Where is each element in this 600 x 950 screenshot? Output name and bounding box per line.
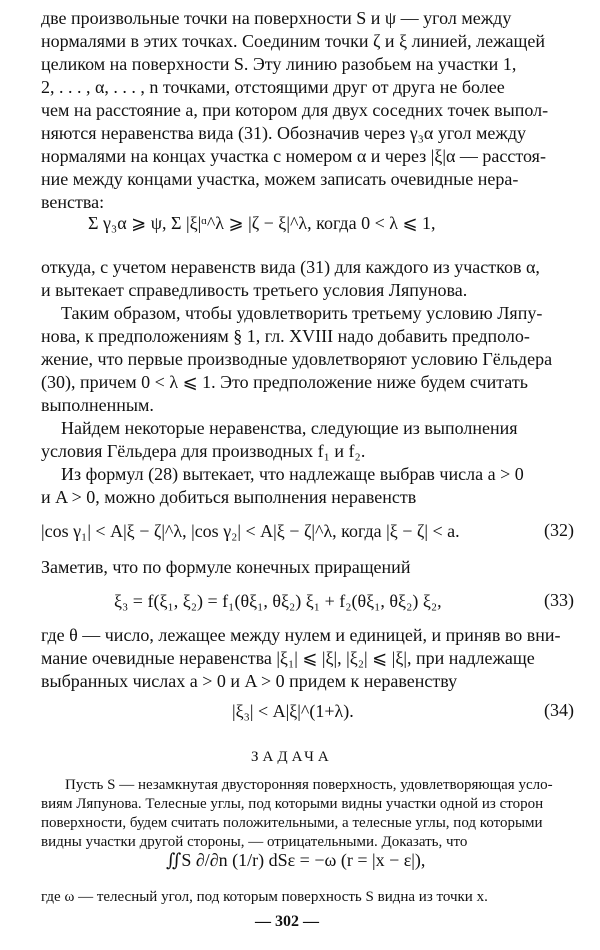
text-line: Заметив, что по формуле конечных приращений [41,557,411,577]
task-text-line: поверхности, будем считать положительными, а телесные углы, под которыми [41,815,543,831]
text-line: мание очевидные неравенства |ξ₁| ⩽ |ξ|, |ξ₂| ⩽ |ξ|, при надлежаще [41,648,535,668]
text-line: чем на расстояние a, при котором для двух соседних точек выпол- [41,100,549,120]
text-line: выполненным. [41,395,154,415]
display-formula: Σ γ₃α ⩾ ψ, Σ |ξ|ᵅ^λ ⩾ |ζ − ξ|^λ, когда 0 < λ ⩽ 1, [88,213,436,233]
text-line: жение, что первые производные удовлетворяют условию Гёльдера [41,349,553,369]
text-line: Найдем некоторые неравенства, следующие из выполнения [61,418,518,438]
task-text-line: виям Ляпунова. Телесные углы, под которыми видны участки одной из сторон [41,796,544,812]
text-line: целиком на поверхности S. Эту линию разобьем на участки 1, [41,54,517,74]
section-heading: ЗАДАЧА [251,749,333,765]
task-text-line: Пусть S — незамкнутая двусторонняя поверхность, удовлетворяющая усло- [65,777,553,793]
text-line: няются неравенства вида (31). Обозначив через γ₃α угол между [41,123,527,143]
display-formula: |cos γ₁| < A|ξ − ζ|^λ, |cos γ₂| < A|ξ − ζ|^λ, когда |ξ − ζ| < a. [41,521,460,541]
task-text-line: видны участки другой стороны, — отрицательными. Доказать, что [41,834,468,850]
text-line: две произвольные точки на поверхности S и ψ — угол между [41,8,512,28]
text-line: нова, к предположениям § 1, гл. XVIII надо добавить предполо- [41,326,530,346]
text-line: выбранных числах a > 0 и A > 0 придем к неравенству [41,671,458,691]
page-number: — 302 — [255,913,319,930]
text-line: и A > 0, можно добиться выполнения неравенств [41,487,417,507]
text-line: (30), причем 0 < λ ⩽ 1. Это предположение ниже будем считать [41,372,528,392]
text-line: и вытекает справедливость третьего условия Ляпунова. [41,280,468,300]
text-line: Таким образом, чтобы удовлетворить третьему условию Ляпу- [61,303,543,323]
task-formula: ∬S ∂/∂n (1/r) dSε = −ω (r = |x − ε|), [166,850,426,870]
text-line: условия Гёльдера для производных f₁ и f₂. [41,441,366,461]
text-line: венства: [41,192,105,212]
equation-number: (34) [544,700,574,720]
equation-number: (33) [544,590,574,610]
text-line: откуда, с учетом неравенств вида (31) для каждого из участков α, [41,257,540,277]
equation-number: (32) [544,520,574,540]
text-line: где θ — число, лежащее между нулем и единицей, и приняв во вни- [41,625,561,645]
display-formula: |ξ₃| < A|ξ|^(1+λ). [232,701,354,721]
text-line: 2, . . . , α, . . . , n точками, отстоящими друг от друга не более [41,77,505,97]
text-line: нормалями в этих точках. Соединим точки ζ и ξ линией, лежащей [41,31,545,51]
task-text-line: где ω — телесный угол, под которым поверхность S видна из точки x. [41,889,488,905]
display-formula: ξ₃ = f(ξ₁, ξ₂) = f₁(θξ₁, θξ₂) ξ₁ + f₂(θξ₁, θξ₂) ξ₂, [114,591,442,611]
text-line: нормалями на концах участка с номером α и через |ξ|α — расстоя- [41,146,546,166]
text-line: Из формул (28) вытекает, что надлежаще выбрав числа a > 0 [61,464,524,484]
text-line: ние между концами участка, можем записать очевидные нера- [41,169,519,189]
